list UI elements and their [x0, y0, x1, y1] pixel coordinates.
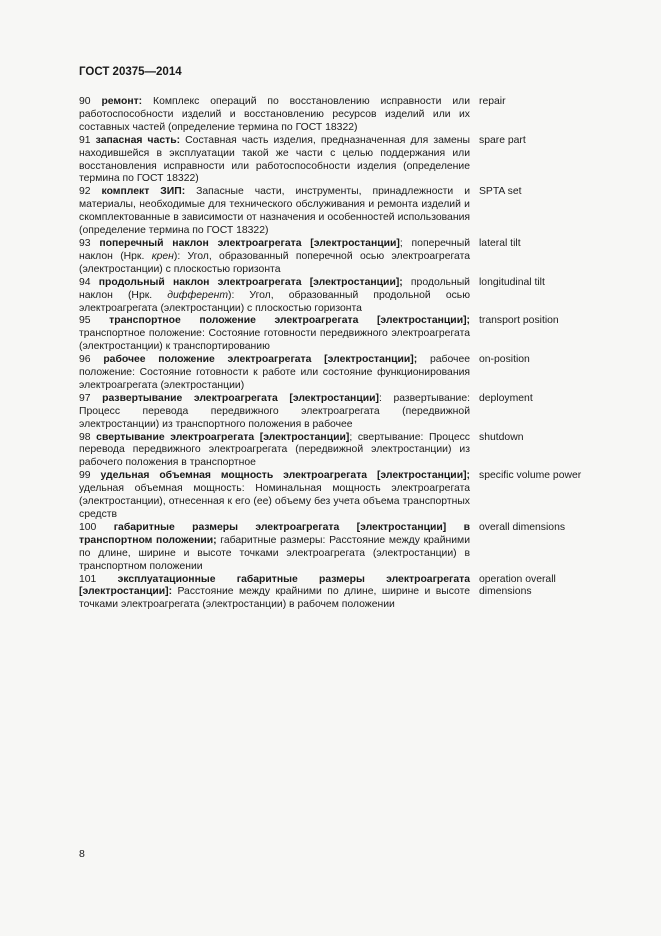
term-entry [79, 432, 599, 471]
term-name: габаритные размеры электроагрегата [электростанции] в транспортном положении; [79, 521, 470, 546]
term-entry [79, 135, 599, 187]
english-equivalent: lateral tilt [479, 237, 521, 249]
term-entry [79, 470, 599, 522]
definition-text: Составная часть изделия, предназначенная для замены находившейся в эксплуатации такой же части с целью поддержания или восстановления исправности или работоспособности изделия (определение термина по ГОСТ 18322) [79, 134, 470, 185]
definition-text: 98 [79, 431, 97, 443]
term-definition [79, 354, 470, 393]
definition-text: ): Угол, образованный поперечной осью электроагрегата (электростанции) с плоскостью горизонта [79, 250, 471, 275]
definition-text: 94 [79, 276, 99, 288]
term-name: развертывание электроагрегата [электростанции] [102, 392, 379, 404]
term-definition [79, 277, 470, 316]
deprecated-term: дифферент [167, 289, 228, 301]
english-equivalent: transport position [479, 315, 559, 327]
definition-text: ; свертывание: Процесс перевода передвижного электроагрегата (передвижной электростанции) из рабочего положения в транспортное [79, 431, 470, 469]
definition-text: габаритные размеры: Расстояние между крайними по длине, ширине и высоте точками электроагрегата (электростанции) в транспортном положении [79, 534, 470, 572]
term-name: транспортное положение электроагрегата [электростанции]; [109, 315, 471, 327]
deprecated-term: крен [151, 250, 174, 262]
definition-text: 90 [79, 96, 102, 107]
definition-text: ): Угол, образованный продольной осью электроагрегата (электростанции) с плоскостью горизонта [79, 289, 471, 314]
term-name: рабочее положение электроагрегата [электростанции]; [103, 354, 418, 366]
english-equivalent: shutdown [479, 431, 524, 443]
definition-text: 95 [79, 315, 110, 327]
definition-text: 100 [79, 521, 114, 533]
term-name: свертывание электроагрегата [электростанции] [96, 431, 350, 443]
definition-text: 92 [79, 186, 102, 198]
definition-text: 91 [79, 134, 96, 146]
term-name: комплект ЗИП: [101, 186, 186, 198]
term-entry [79, 186, 599, 238]
definition-text: рабочее положение: Состояние готовности к работе или состояние функционирования электроагрегата (электростанции) [79, 354, 470, 391]
term-entry [79, 574, 599, 613]
definition-text: транспортное положение: Состояние готовности передвижного электроагрегата (электростанции) к транспортированию [79, 328, 470, 353]
english-equivalent: SPTA set [479, 186, 522, 198]
term-definition [79, 135, 470, 187]
definition-text: Расстояние между крайними по длине, ширине и высоте точками электроагрегата (электростанции) в рабочем положении [79, 586, 470, 611]
term-name: эксплуатационные габаритные размеры электроагрегата [электростанции]: [79, 573, 471, 598]
term-definition [79, 238, 470, 277]
term-definition [79, 470, 470, 522]
term-name: продольный наклон электроагрегата [электростанции]; [98, 276, 403, 288]
term-entry [79, 354, 599, 393]
definition-text: 93 [79, 237, 100, 249]
term-definition [79, 574, 470, 613]
term-entry [79, 238, 599, 277]
definition-text: Комплекс операций по восстановлению исправности или работоспособности изделий и восстановлению ресурсов изделий или их составных частей (определение термина по ГОСТ 18322) [79, 96, 470, 133]
term-name: ремонт: [101, 96, 143, 107]
term-definition [79, 315, 470, 354]
definition-text: 101 [79, 573, 118, 585]
term-definition [79, 522, 470, 574]
document-header: ГОСТ 20375—2014 [79, 66, 182, 78]
term-name: поперечный наклон электроагрегата [электростанции] [99, 237, 400, 249]
term-definition [79, 96, 470, 135]
english-equivalent: overall dimensions [479, 521, 566, 533]
term-name: удельная объемная мощность электроагрегата [электростанции]; [100, 470, 470, 482]
term-definition [79, 432, 470, 471]
english-equivalent: deployment [479, 392, 533, 404]
english-equivalent: operation overall dimensions [479, 573, 556, 598]
term-entry [79, 96, 599, 135]
term-entry [79, 522, 599, 574]
term-definition [79, 393, 470, 432]
term-definition [79, 186, 470, 238]
english-equivalent: longitudinal tilt [479, 276, 545, 288]
definition-text: ; поперечный наклон (Нрк. [79, 237, 470, 262]
definition-text: Запасные части, инструменты, принадлежности и материалы, необходимые для технического обслуживания и ремонта изделий и скомплектованные в зависимости от назначения и особенностей использования (определение термина по ГОСТ 18322) [79, 186, 470, 237]
definition-text: 97 [79, 392, 103, 404]
english-equivalent: spare part [479, 134, 526, 146]
definition-text: 99 [79, 470, 101, 482]
definition-text: удельная объемная мощность: Номинальная мощность электроагрегата (электростанции), отнесенная к его (ее) объему без учета объема транспортных средств [79, 483, 470, 520]
term-entry [79, 315, 599, 354]
english-equivalent: repair [479, 96, 506, 107]
term-entry [79, 277, 599, 316]
definition-text: : развертывание: Процесс перевода передвижного электроагрегата (передвижной электростанции) из транспортного положения в рабочее [79, 392, 470, 430]
definition-text: продольный наклон (Нрк. [79, 276, 470, 301]
terms-list [79, 96, 599, 612]
english-equivalent: specific volume power [479, 470, 582, 482]
term-name: запасная часть: [95, 134, 181, 146]
definition-text: 96 [79, 354, 104, 366]
term-entry [79, 393, 599, 432]
page-number: 8 [79, 848, 85, 860]
english-equivalent: on-position [479, 354, 530, 366]
